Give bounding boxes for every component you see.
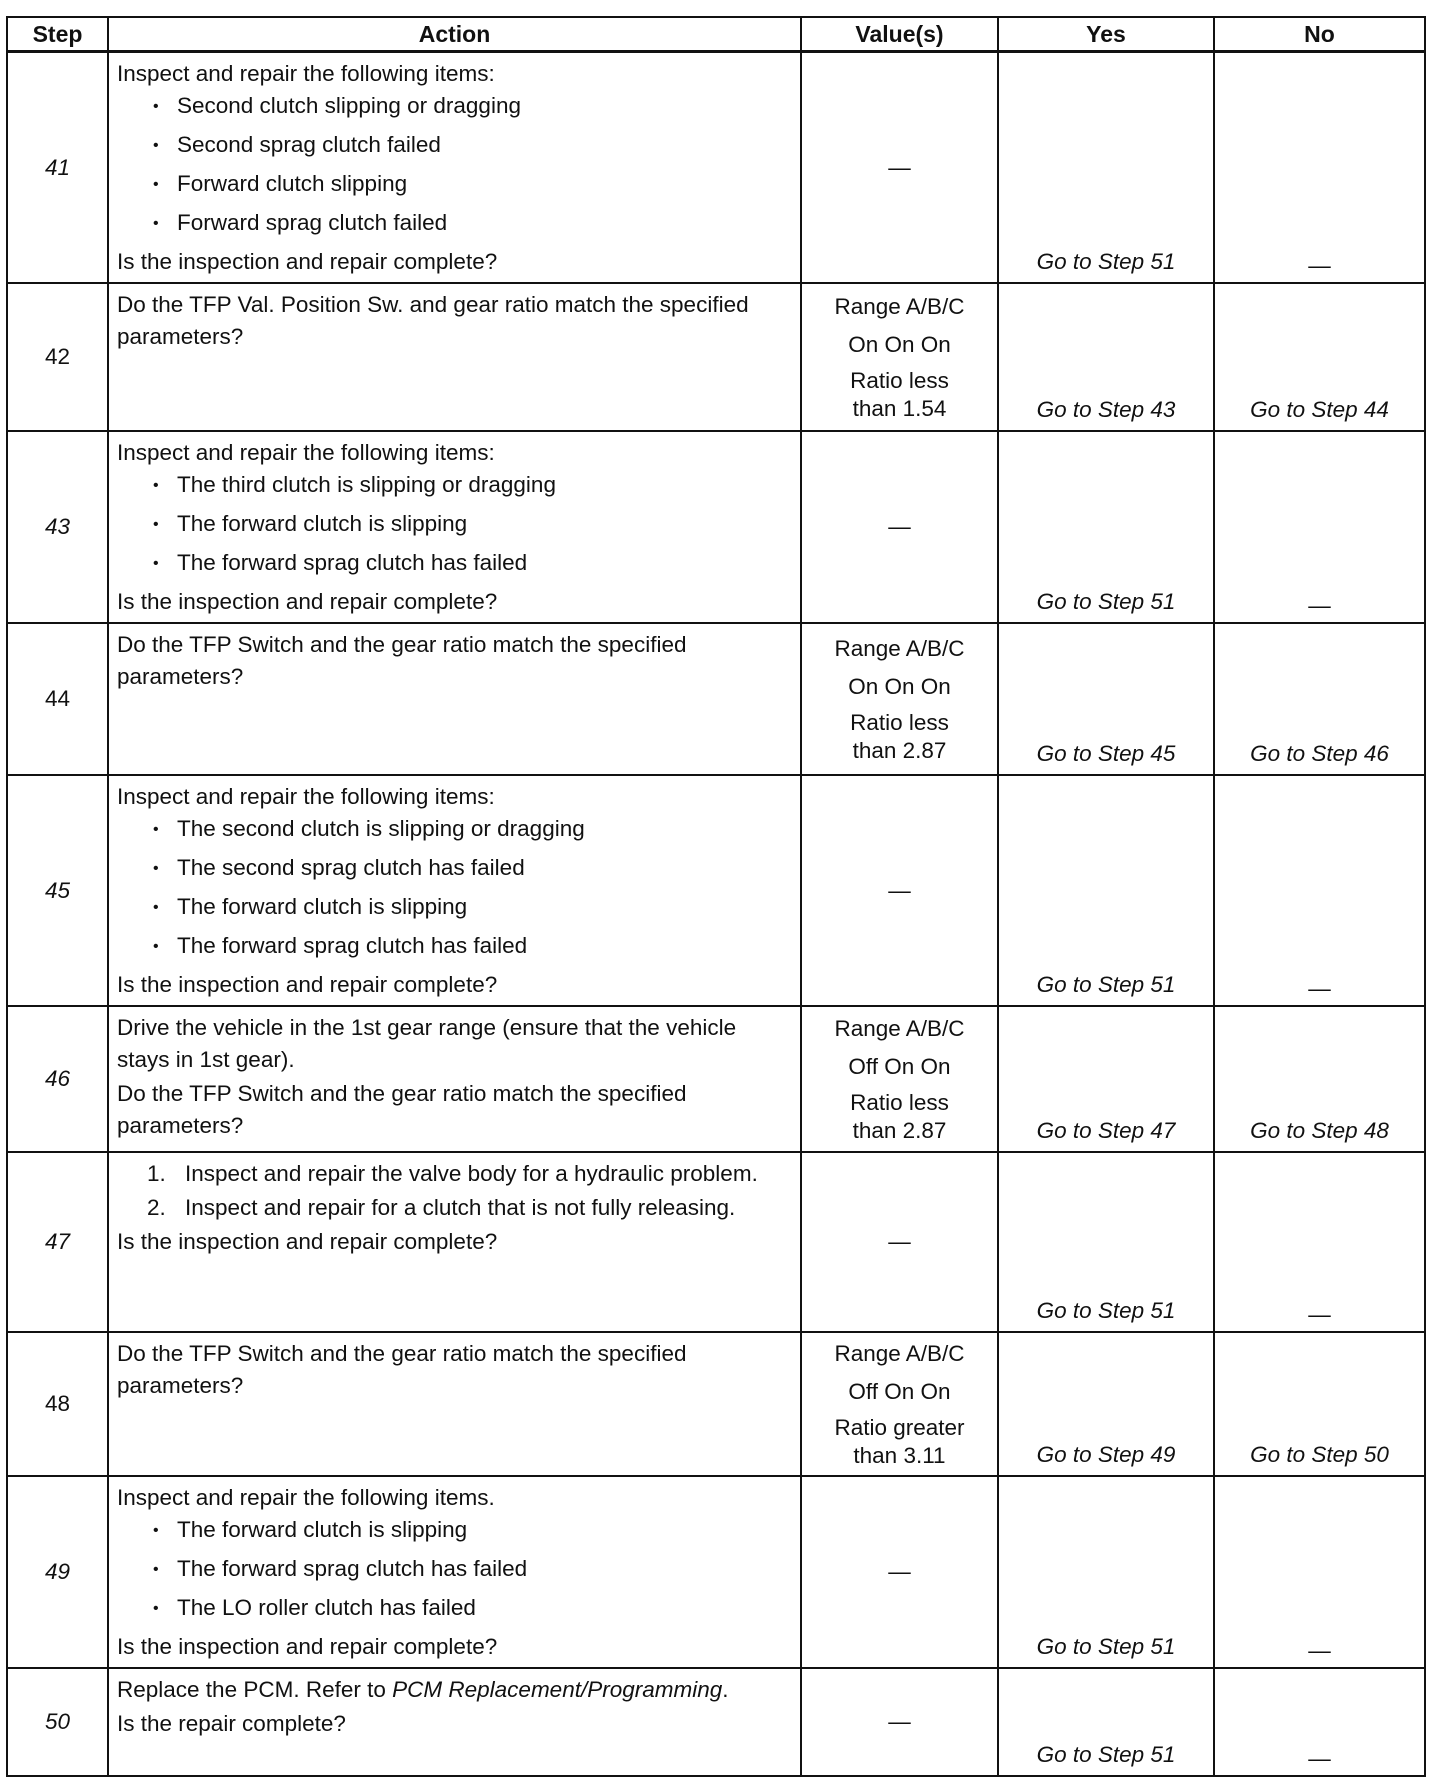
bullet-item: • The second clutch is slipping or dragging	[153, 813, 792, 846]
action-cell	[108, 775, 801, 1006]
numbered-list	[117, 1158, 792, 1224]
numbered-item	[147, 1158, 792, 1190]
bullet-item: • The forward sprag clutch has failed	[153, 930, 792, 963]
value-dash: —	[801, 1476, 998, 1668]
step-number: 49	[7, 1476, 108, 1668]
no-goto: Go to Step 44	[1214, 283, 1425, 431]
value-range: Range A/B/C	[834, 1016, 965, 1041]
yes-goto: Go to Step 51	[998, 1476, 1214, 1668]
value-cell	[801, 1332, 998, 1476]
bullet-item: • Second sprag clutch failed	[153, 129, 792, 162]
numbered-item	[147, 1192, 792, 1224]
action-cell	[108, 1476, 801, 1668]
pcm-reference-link[interactable]: PCM Replacement/Programming	[392, 1677, 723, 1702]
value-range: Range A/B/C	[834, 1341, 965, 1366]
action-intro: Inspect and repair the following items.	[117, 1485, 495, 1510]
bullet-item: • Second clutch slipping or dragging	[153, 90, 792, 123]
value-dash: —	[801, 431, 998, 623]
bullet-item: • The third clutch is slipping or dragging	[153, 469, 792, 502]
yes-goto: Go to Step 51	[998, 52, 1214, 284]
action-question: Is the inspection and repair complete?	[117, 1229, 498, 1254]
step-number: 42	[7, 283, 108, 431]
bullet-list	[117, 469, 792, 580]
yes-goto: Go to Step 47	[998, 1006, 1214, 1152]
no-dash: —	[1214, 1476, 1425, 1668]
value-states: Off On On	[848, 1054, 951, 1079]
item-text: Inspect and repair the valve body for a hydraulic problem.	[185, 1161, 758, 1186]
value-ratio-limit: than 2.87	[852, 738, 947, 763]
step-row-47	[7, 1152, 1425, 1332]
value-states: On On On	[848, 674, 951, 699]
bullet-item: • Forward clutch slipping	[153, 168, 792, 201]
action-cell	[108, 283, 801, 431]
yes-goto: Go to Step 51	[998, 1152, 1214, 1332]
value-ratio: Ratio less	[850, 1090, 949, 1115]
step-number: 44	[7, 623, 108, 775]
action-question: Do the TFP Switch and the gear ratio match the specified parameters?	[117, 1081, 687, 1138]
action-question: Is the inspection and repair complete?	[117, 972, 498, 997]
bullet-item: • The second sprag clutch has failed	[153, 852, 792, 885]
value-states: Off On On	[848, 1379, 951, 1404]
bullet-item: • Forward sprag clutch failed	[153, 207, 792, 240]
step-number: 41	[7, 52, 108, 284]
item-text: Inspect and repair for a clutch that is not fully releasing.	[185, 1195, 736, 1220]
action-intro	[117, 1674, 792, 1706]
bullet-item: • The forward clutch is slipping	[153, 1514, 792, 1547]
action-question: Is the inspection and repair complete?	[117, 1634, 498, 1659]
action-intro: Inspect and repair the following items:	[117, 784, 495, 809]
step-number: 46	[7, 1006, 108, 1152]
yes-goto: Go to Step 49	[998, 1332, 1214, 1476]
action-cell	[108, 1006, 801, 1152]
value-dash: —	[801, 775, 998, 1006]
step-row-45	[7, 775, 1425, 1006]
action-question: Is the inspection and repair complete?	[117, 589, 498, 614]
no-goto: Go to Step 50	[1214, 1332, 1425, 1476]
header-no: No	[1214, 17, 1425, 52]
header-values: Value(s)	[801, 17, 998, 52]
item-number: 1.	[147, 1161, 166, 1186]
value-ratio: Ratio less	[850, 368, 949, 393]
step-number: 43	[7, 431, 108, 623]
action-cell	[108, 1152, 801, 1332]
bullet-item: • The forward clutch is slipping	[153, 891, 792, 924]
intro-text: Replace the PCM. Refer to	[117, 1677, 386, 1702]
intro-end: .	[722, 1677, 729, 1702]
step-row-46	[7, 1006, 1425, 1152]
bullet-list	[117, 1514, 792, 1625]
action-question: Do the TFP Switch and the gear ratio match the specified parameters?	[117, 632, 687, 689]
no-dash: —	[1214, 1152, 1425, 1332]
step-number: 45	[7, 775, 108, 1006]
bullet-item: • The forward sprag clutch has failed	[153, 1553, 792, 1586]
value-cell	[801, 1006, 998, 1152]
bullet-item: • The forward sprag clutch has failed	[153, 547, 792, 580]
step-row-50	[7, 1668, 1425, 1776]
no-dash: —	[1214, 1668, 1425, 1776]
value-ratio-limit: than 3.11	[853, 1443, 946, 1468]
action-instruction: Drive the vehicle in the 1st gear range (ensure that the vehicle stays in 1st gear).	[117, 1015, 737, 1072]
header-yes: Yes	[998, 17, 1214, 52]
no-dash: —	[1214, 775, 1425, 1006]
value-dash: —	[801, 52, 998, 284]
yes-goto: Go to Step 51	[998, 1668, 1214, 1776]
header-action: Action	[108, 17, 801, 52]
step-row-42	[7, 283, 1425, 431]
no-dash: —	[1214, 431, 1425, 623]
yes-goto: Go to Step 51	[998, 775, 1214, 1006]
value-ratio: Ratio less	[850, 710, 949, 735]
step-row-48	[7, 1332, 1425, 1476]
step-row-41	[7, 52, 1425, 284]
value-dash: —	[801, 1668, 998, 1776]
action-cell	[108, 1332, 801, 1476]
bullet-item: • The LO roller clutch has failed	[153, 1592, 792, 1625]
yes-goto: Go to Step 45	[998, 623, 1214, 775]
bullet-list	[117, 90, 792, 240]
step-number: 48	[7, 1332, 108, 1476]
no-goto: Go to Step 46	[1214, 623, 1425, 775]
header-step: Step	[7, 17, 108, 52]
bullet-item: • The forward clutch is slipping	[153, 508, 792, 541]
action-cell	[108, 1668, 801, 1776]
bullet-list	[117, 813, 792, 963]
no-goto: Go to Step 48	[1214, 1006, 1425, 1152]
step-row-43	[7, 431, 1425, 623]
action-intro: Inspect and repair the following items:	[117, 440, 495, 465]
yes-goto: Go to Step 51	[998, 431, 1214, 623]
action-question: Do the TFP Switch and the gear ratio match the specified parameters?	[117, 1341, 687, 1398]
action-cell	[108, 52, 801, 284]
value-ratio: Ratio greater	[834, 1415, 965, 1440]
step-row-44	[7, 623, 1425, 775]
action-question: Is the inspection and repair complete?	[117, 249, 498, 274]
step-number: 50	[7, 1668, 108, 1776]
value-ratio-limit: than 2.87	[852, 1118, 947, 1143]
diagnostic-table	[6, 16, 1426, 1777]
action-intro: Inspect and repair the following items:	[117, 61, 495, 86]
value-cell	[801, 623, 998, 775]
value-ratio-limit: than 1.54	[852, 396, 947, 421]
value-range: Range A/B/C	[834, 636, 965, 661]
value-dash: —	[801, 1152, 998, 1332]
yes-goto: Go to Step 43	[998, 283, 1214, 431]
action-question: Is the repair complete?	[117, 1711, 346, 1736]
step-row-49	[7, 1476, 1425, 1668]
no-dash: —	[1214, 52, 1425, 284]
value-cell	[801, 283, 998, 431]
item-number: 2.	[147, 1195, 166, 1220]
header-row	[7, 17, 1425, 52]
step-number: 47	[7, 1152, 108, 1332]
action-cell	[108, 431, 801, 623]
action-cell	[108, 623, 801, 775]
value-states: On On On	[848, 332, 951, 357]
action-question: Do the TFP Val. Position Sw. and gear ratio match the specified parameters?	[117, 292, 749, 349]
value-range: Range A/B/C	[834, 294, 965, 319]
